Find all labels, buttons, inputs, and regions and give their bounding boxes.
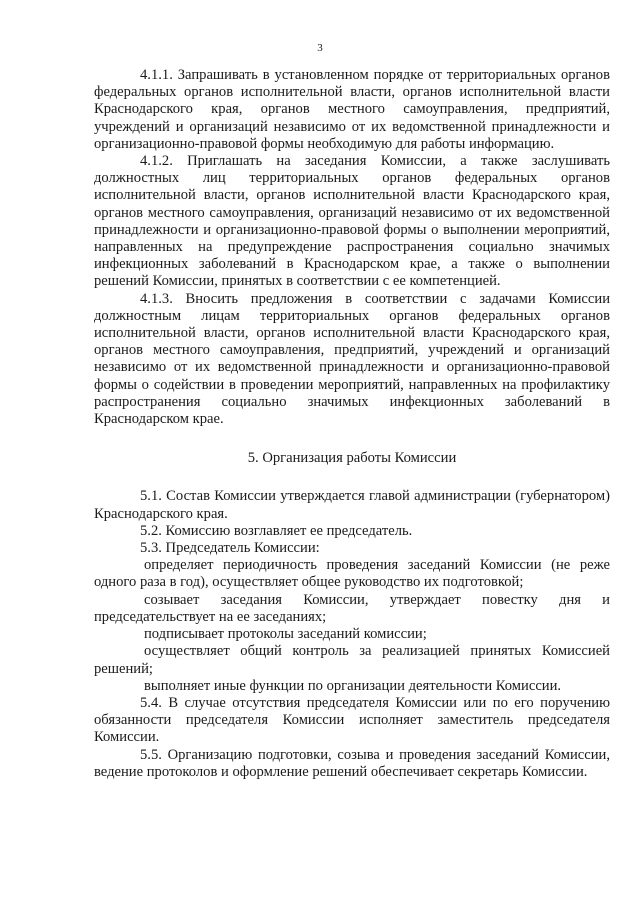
section-heading: 5. Организация работы Комиссии <box>247 450 457 467</box>
paragraph-4-1-3: 4.1.3. Вносить предложения в соответствии с задачами Комиссии должностным лицам территориальных органов федеральных органов исполнительной власти, органов исполнительной власти Краснодарского края, органов местного самоуправления, предприятий, учреждений и организаций независимо от их ведомственной принадлежности и организационно-правовой формы о содействии в проведении мероприятий, направленных на профилактику распространения социально значимых инфекционных заболеваний в Краснодарском крае. <box>94 290 610 428</box>
chairman-duty-5: выполняет иные функции по организации деятельности Комиссии. <box>144 677 562 694</box>
paragraph-5-4: 5.4. В случае отсутствия председателя Комиссии или по его поручению обязанности председателя Комиссии исполняет заместитель председателя Комиссии. <box>94 694 610 746</box>
chairman-duty-3: подписывает протоколы заседаний комиссии; <box>144 626 427 643</box>
paragraph-5-5: 5.5. Организацию подготовки, созыва и проведения заседаний Комиссии, ведение протоколов и оформление решений обеспечивает секретарь Комиссии. <box>94 746 610 780</box>
paragraph-4-1-2: 4.1.2. Приглашать на заседания Комиссии, а также заслушивать должностных лиц территориальных органов федеральных органов исполнительной власти, органов исполнительной власти Краснодарского края, органов местного самоуправления, организаций независимо от их ведомственной принадлежности и организационно-правовой формы о выполнении мероприятий, направленных на предупреждение распространения социально значимых инфекционных заболеваний в Краснодарском крае, а также о выполнении решений Комиссии, принятых в соответствии с ее компетенцией. <box>94 153 610 290</box>
chairman-duty-2: созывает заседания Комиссии, утверждает повестку дня и председательствует на ее заседаниях; <box>94 591 610 625</box>
paragraph-5-1: 5.1. Состав Комиссии утверждается главой администрации (губернатором) Краснодарского края. <box>94 488 610 522</box>
chairman-duty-1: определяет периодичность проведения заседаний Комиссии (не реже одного раза в год), осуществляет общее руководство их подготовкой; <box>94 557 610 591</box>
paragraph-5-2: 5.2. Комиссию возглавляет ее председатель. <box>140 522 413 539</box>
page-number: 3 <box>317 42 323 54</box>
chairman-duty-4: осуществляет общий контроль за реализацией принятых Комиссией решений; <box>94 643 610 677</box>
paragraph-5-3: 5.3. Председатель Комиссии: <box>140 540 320 557</box>
paragraph-4-1-1: 4.1.1. Запрашивать в установленном порядке от территориальных органов федеральных органов исполнительной власти, органов исполнительной власти Краснодарского края, органов местного самоуправления, предприятий, учреждений и организаций независимо от их ведомственной принадлежности и организационно-правовой формы необходимую для работы информацию. <box>94 67 610 152</box>
document-body <box>94 67 610 781</box>
